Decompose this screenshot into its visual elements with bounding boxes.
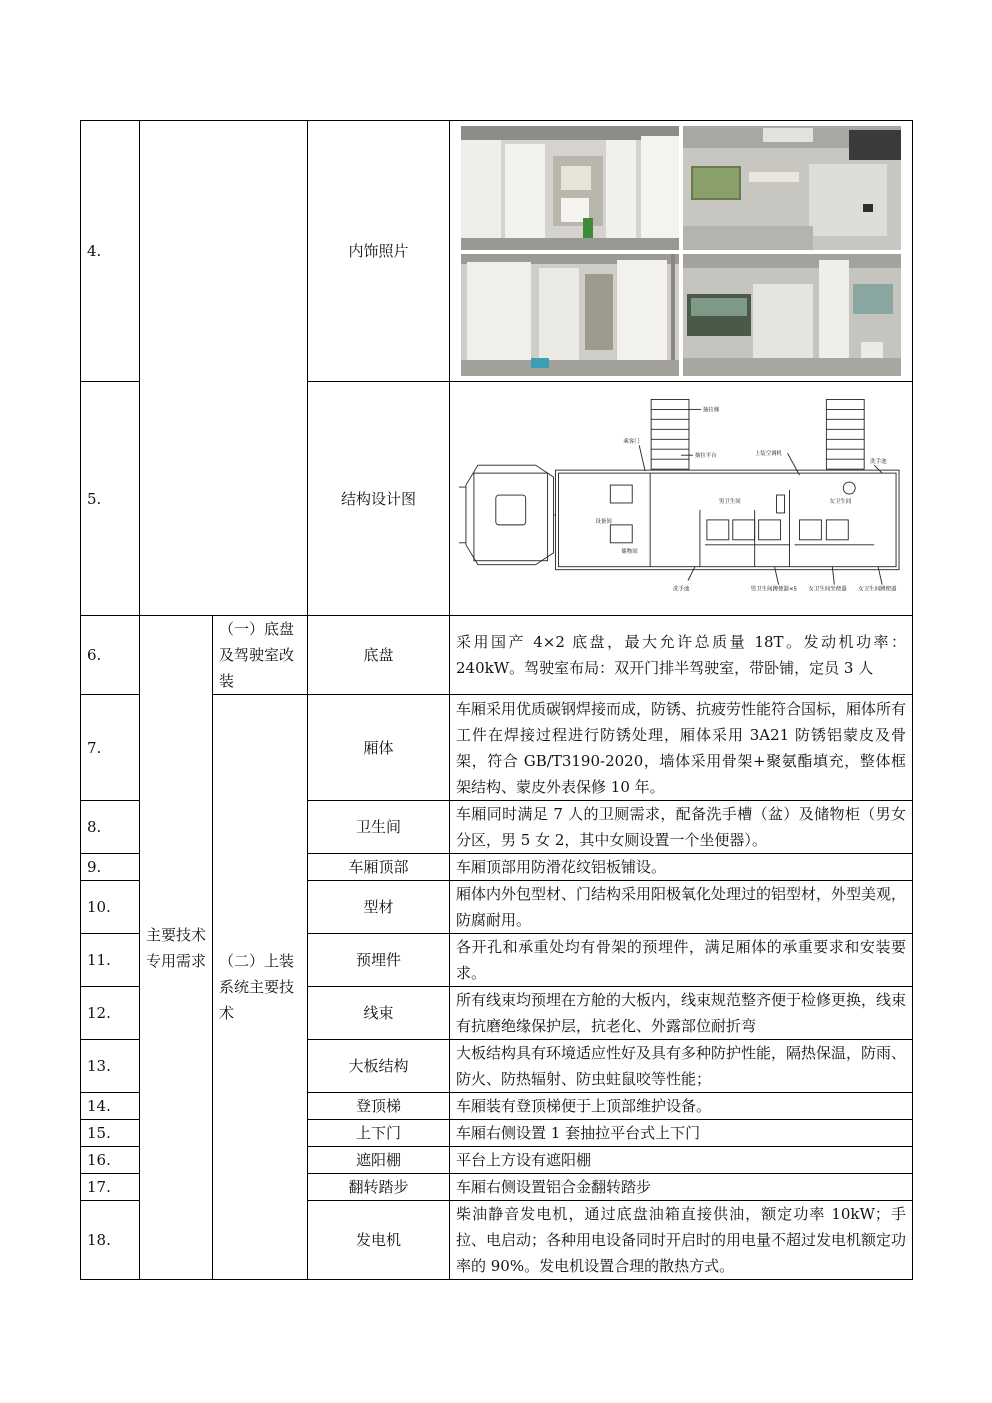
interior-photo-3: [461, 254, 679, 376]
label-sink-bottom: 洗手池: [673, 586, 690, 593]
table-row: [81, 616, 913, 695]
item-name: 型材: [308, 881, 450, 934]
item-name: 线束: [308, 987, 450, 1040]
interior-photo-4: [683, 254, 901, 376]
table-row: [81, 121, 913, 382]
row-number: 5.: [81, 382, 140, 616]
item-description: 车厢装有登顶梯便于上顶部维护设备。: [450, 1093, 913, 1120]
empty-group-cell: [140, 121, 308, 616]
item-name: 卫生间: [308, 801, 450, 854]
interior-photos: [450, 121, 913, 382]
item-description: 大板结构具有环境适应性好及具有多种防护性能，隔热保温，防雨、防火、防热辐射、防虫蛀鼠咬等性能；: [450, 1040, 913, 1093]
row-number: 11.: [81, 934, 140, 987]
row-number: 6.: [81, 616, 140, 695]
item-description: 车厢右侧设置 1 套抽拉平台式上下门: [450, 1120, 913, 1147]
floor-plan-diagram: [456, 395, 906, 603]
item-description: 采用国产 4×2 底盘，最大允许总质量 18T。发动机功率：240kW。驾驶室布局：双开门排半驾驶室，带卧铺，定员 3 人: [450, 616, 913, 695]
row-number: 7.: [81, 695, 140, 801]
label-sink-top: 洗手池: [870, 458, 887, 465]
item-description: 平台上方设有遮阳棚: [450, 1147, 913, 1174]
label-ladder: 抽拉梯: [702, 406, 720, 413]
row-number: 16.: [81, 1147, 140, 1174]
row-number: 8.: [81, 801, 140, 854]
spec-table: [80, 120, 913, 1280]
label-platform: 抽拉平台: [694, 452, 717, 459]
item-name: 厢体: [308, 695, 450, 801]
item-name: 遮阳棚: [308, 1147, 450, 1174]
label-female: 女卫生间: [829, 498, 852, 505]
row-number: 4.: [81, 121, 140, 382]
item-name: 大板结构: [308, 1040, 450, 1093]
item-name: 结构设计图: [308, 382, 450, 616]
label-storage: 储物间: [621, 548, 638, 555]
item-name: 内饰照片: [308, 121, 450, 382]
row-number: 15.: [81, 1120, 140, 1147]
group-main-tech: 主要技术专用需求: [140, 616, 213, 1280]
item-description: 各开孔和承重处均有骨架的预埋件，满足厢体的承重要求和安装要求。: [450, 934, 913, 987]
item-description: 车厢右侧设置铝合金翻转踏步: [450, 1174, 913, 1201]
row-number: 14.: [81, 1093, 140, 1120]
label-male-urinal: 男卫生间蹲便器×5: [750, 586, 798, 593]
item-description: 车厢采用优质碳钢焊接而成，防锈、抗疲劳性能符合国标，厢体所有工件在焊接过程进行防锈处理，厢体采用 3A21 防锈铝蒙皮及骨架，符合 GB/T3190-2020，墙体采用骨架+聚氨酯填充，整体框架结构、蒙皮外表保修 10 年。: [450, 695, 913, 801]
item-description: 所有线束均预埋在方舱的大板内，线束规范整齐便于检修更换，线束有抗磨绝缘保护层，抗老化、外露部位耐折弯: [450, 987, 913, 1040]
label-female-seat: 女卫生间坐便器: [808, 586, 847, 593]
subgroup-chassis: （一）底盘及驾驶室改装: [213, 616, 308, 695]
row-number: 17.: [81, 1174, 140, 1201]
item-name: 上下门: [308, 1120, 450, 1147]
item-name: 预埋件: [308, 934, 450, 987]
item-description: 厢体内外包型材、门结构采用阳极氧化处理过的铝型材，外型美观，防腐耐用。: [450, 881, 913, 934]
item-description: 车厢顶部用防滑花纹铝板铺设。: [450, 854, 913, 881]
interior-photo-2: [683, 126, 901, 250]
item-name: 翻转踏步: [308, 1174, 450, 1201]
item-name: 发电机: [308, 1201, 450, 1280]
structure-diagram: [450, 382, 913, 616]
item-description: 车厢同时满足 7 人的卫厕需求，配备洗手槽（盆）及储物柜（男女分区，男 5 女 2，其中女厕设置一个坐便器）。: [450, 801, 913, 854]
item-description: 柴油静音发电机，通过底盘油箱直接供油，额定功率 10kW；手拉、电启动；各种用电设备同时开启时的用电量不超过发电机额定功率的 90%。发电机设置合理的散热方式。: [450, 1201, 913, 1280]
label-ac: 上装空调机: [754, 450, 783, 457]
row-number: 12.: [81, 987, 140, 1040]
row-number: 9.: [81, 854, 140, 881]
label-male: 男卫生间: [718, 498, 741, 505]
label-female-squat: 女卫生间蹲便器: [858, 586, 897, 593]
row-number: 13.: [81, 1040, 140, 1093]
item-name: 车厢顶部: [308, 854, 450, 881]
row-number: 10.: [81, 881, 140, 934]
item-name: 登顶梯: [308, 1093, 450, 1120]
interior-photo-1: [461, 126, 679, 250]
label-equipment: 设备间: [595, 518, 612, 525]
subgroup-upper: （二）上装系统主要技术: [213, 695, 308, 1280]
label-door: 乘客门: [623, 438, 640, 445]
row-number: 18.: [81, 1201, 140, 1280]
item-name: 底盘: [308, 616, 450, 695]
